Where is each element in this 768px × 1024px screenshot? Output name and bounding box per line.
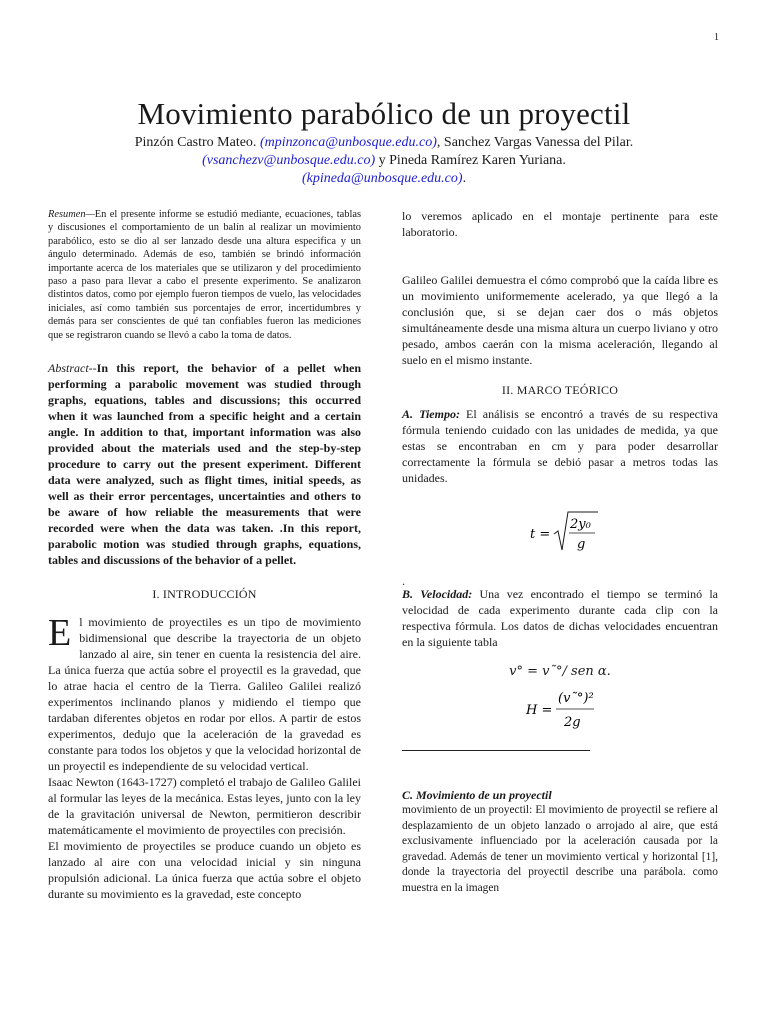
formula-height-svg	[402, 686, 718, 732]
authors-end-punct: .	[462, 171, 467, 186]
intro-paragraph-2: Isaac Newton (1643-1727) completó el trabajo de Galileo Galilei al formular las leyes de la mecánica. Estas leyes, junto con la ley de la gravitación universal de Newton, permitieron describir matemáticamente el movimiento de proyectiles con precisión.	[48, 775, 361, 838]
page-number: 1	[714, 32, 719, 43]
authors-line-3	[0, 170, 768, 188]
abstract-text: In this report, the behavior of a pellet when performing a parabolic movement was studied through graphs, equations, tables and discussions; this occurred when it was launched from a specific height and a certain angle. In addition to that, important information was also provided about the materials used and the step-by-step procedure to carry out the present experiment. Different data were analyzed, such as flight times, initial speeds, as well as their error percentages, uncertainties and others to be aware of how reliable the measurements that were recorded were when the data was taken. .In this report, parabolic motion was studied through graphs, equations, tables and discussions of the behavior of a pellet.	[48, 361, 361, 568]
resumen-lead: Resumen—	[48, 209, 95, 220]
intro-paragraph-1-text: l movimiento de proyectiles es un tipo de movimiento bidimensional que describe la trayectoria de un objeto lanzado al aire, sin tener en cuenta la resistencia del aire. La única fuerza que actúa sobre el proyectil es la gravedad, que lo atrae hacia el centro de la Tierra. Galileo Galilei realizó experimentos inclinando planos y midiendo el tiempo que tardaban diferentes objetos en rodar por ellos. A partir de estos experimentos, dedujo que la aceleración de la gravedad es constante para todos los objetos y que la velocidad horizontal de un proyectil es independiente de su velocidad vertical.	[48, 615, 361, 774]
abstract-lead: Abstract--	[48, 361, 97, 376]
galileo-paragraph: Galileo Galilei demuestra el cómo comprobó que la caída libre es un movimiento uniformemente acelerado, ya que llegó a la conclusión que, si se dejan caer dos o más objetos simultáneamente desde una misma altura un cuerpo liviano y otro pesado, ambos caerán con la misma aceleración, llegando al suelo en el mismo instante.	[402, 273, 718, 367]
intro-heading: I. INTRODUCCIÓN	[152, 587, 257, 602]
velocidad-lead: B. Velocidad:	[402, 587, 473, 601]
movimiento-paragraph: movimiento de un proyectil: El movimiento de proyectil se refiere al desplazamiento de un objeto lanzado o arrojado al aire, que está exclusivamente influenciado por la aceleración causada por la gravedad. Además de tener un movimiento vertical y horizontal [1], donde la trayectoria del proyectil describe una parábola. como muestra en la imagen	[402, 804, 718, 894]
tiempo-lead: A. Tiempo:	[402, 407, 460, 421]
right-column	[402, 208, 718, 897]
formula-time-svg	[402, 504, 718, 556]
abstract-paragraph	[48, 360, 361, 568]
formula-height	[402, 686, 718, 732]
authors-line-2	[0, 152, 768, 170]
intro-dropcap: E	[48, 612, 72, 655]
author-email-2[interactable]: (vsanchezv@unbosque.edu.co)	[202, 153, 376, 168]
author-email-3[interactable]: (kpineda@unbosque.edu.co)	[301, 171, 463, 186]
stray-dot: .	[402, 574, 405, 588]
formula-time-denominator: g	[577, 537, 586, 552]
intro-paragraph-1	[48, 614, 361, 774]
author-name-3: y Pineda Ramírez Karen Yuriana.	[375, 153, 566, 168]
velocidad-paragraph	[402, 586, 718, 650]
formula-height-numerator: (v˜°)²	[558, 691, 594, 706]
formula-time	[402, 504, 718, 556]
right-continuation-paragraph: lo veremos aplicado en el montaje pertinente para este laboratorio.	[402, 209, 718, 239]
formula-height-lhs: H =	[526, 703, 553, 718]
formula-height-denominator: 2g	[564, 715, 581, 730]
marco-teorico-heading: II. MARCO TEÓRICO	[501, 383, 619, 397]
formula-velocity: v° = v˜°/ sen α.	[509, 664, 611, 679]
paper-title: Movimiento parabólico de un proyectil	[137, 96, 631, 131]
resumen-paragraph	[48, 208, 361, 342]
tiempo-text: El análisis se encontró a través de su respectiva fórmula teniendo cuidado con las unidades de medida, ya que estas se encontraban en cm y para poder desarrollar correctamente la fórmula se debió pasar a metros todas las unidades.	[402, 407, 718, 485]
left-column	[48, 208, 361, 902]
author-name-1: Pinzón Castro Mateo.	[134, 135, 257, 150]
formula-time-lhs: t =	[530, 527, 551, 542]
footnote-rule	[402, 750, 590, 751]
formula-time-numerator: 2y₀	[570, 517, 591, 532]
author-name-2: , Sanchez Vargas Vanessa del Pilar.	[436, 135, 634, 150]
resumen-text: En el presente informe se estudió mediante, ecuaciones, tablas y discusiones el comportamiento de un balín al realizar un movimiento parabólico, esto se dio al ser lanzado desde una altura especifica y un ángulo determinado. Además de eso, también se brindó información importante acerca de los materiales que se utilizaron y del procedimiento paso a paso para llevar a cabo el presente experimento. Se analizaron distintos datos, como por ejemplo fueron tiempos de vuelo, las velocidades iniciales, así como también sus porcentajes de error, incertidumbres y demás para ser conscientes de qué tan confiables fueron las mediciones que se registraron cuando se llevó a cabo la toma de datos.	[48, 209, 361, 341]
authors-block	[0, 134, 768, 188]
authors-line-1	[0, 134, 768, 152]
velocidad-text: Una vez encontrado el tiempo se terminó la velocidad de cada experimento durante cada clip con la respectiva fórmula. Los datos de dichas velocidades encuentran en la siguiente tabla	[402, 587, 719, 649]
author-email-1[interactable]: (mpinzonca@unbosque.edu.co)	[259, 135, 437, 150]
movimiento-heading: C. Movimiento de un proyectil	[402, 788, 552, 802]
intro-paragraph-3: El movimiento de proyectiles se produce cuando un objeto es lanzado al aire con una velocidad inicial y sin ninguna propulsión adicional. La única fuerza que actúa sobre el objeto durante su movimiento es la gravedad, este concepto	[48, 839, 361, 902]
tiempo-paragraph	[402, 406, 718, 486]
